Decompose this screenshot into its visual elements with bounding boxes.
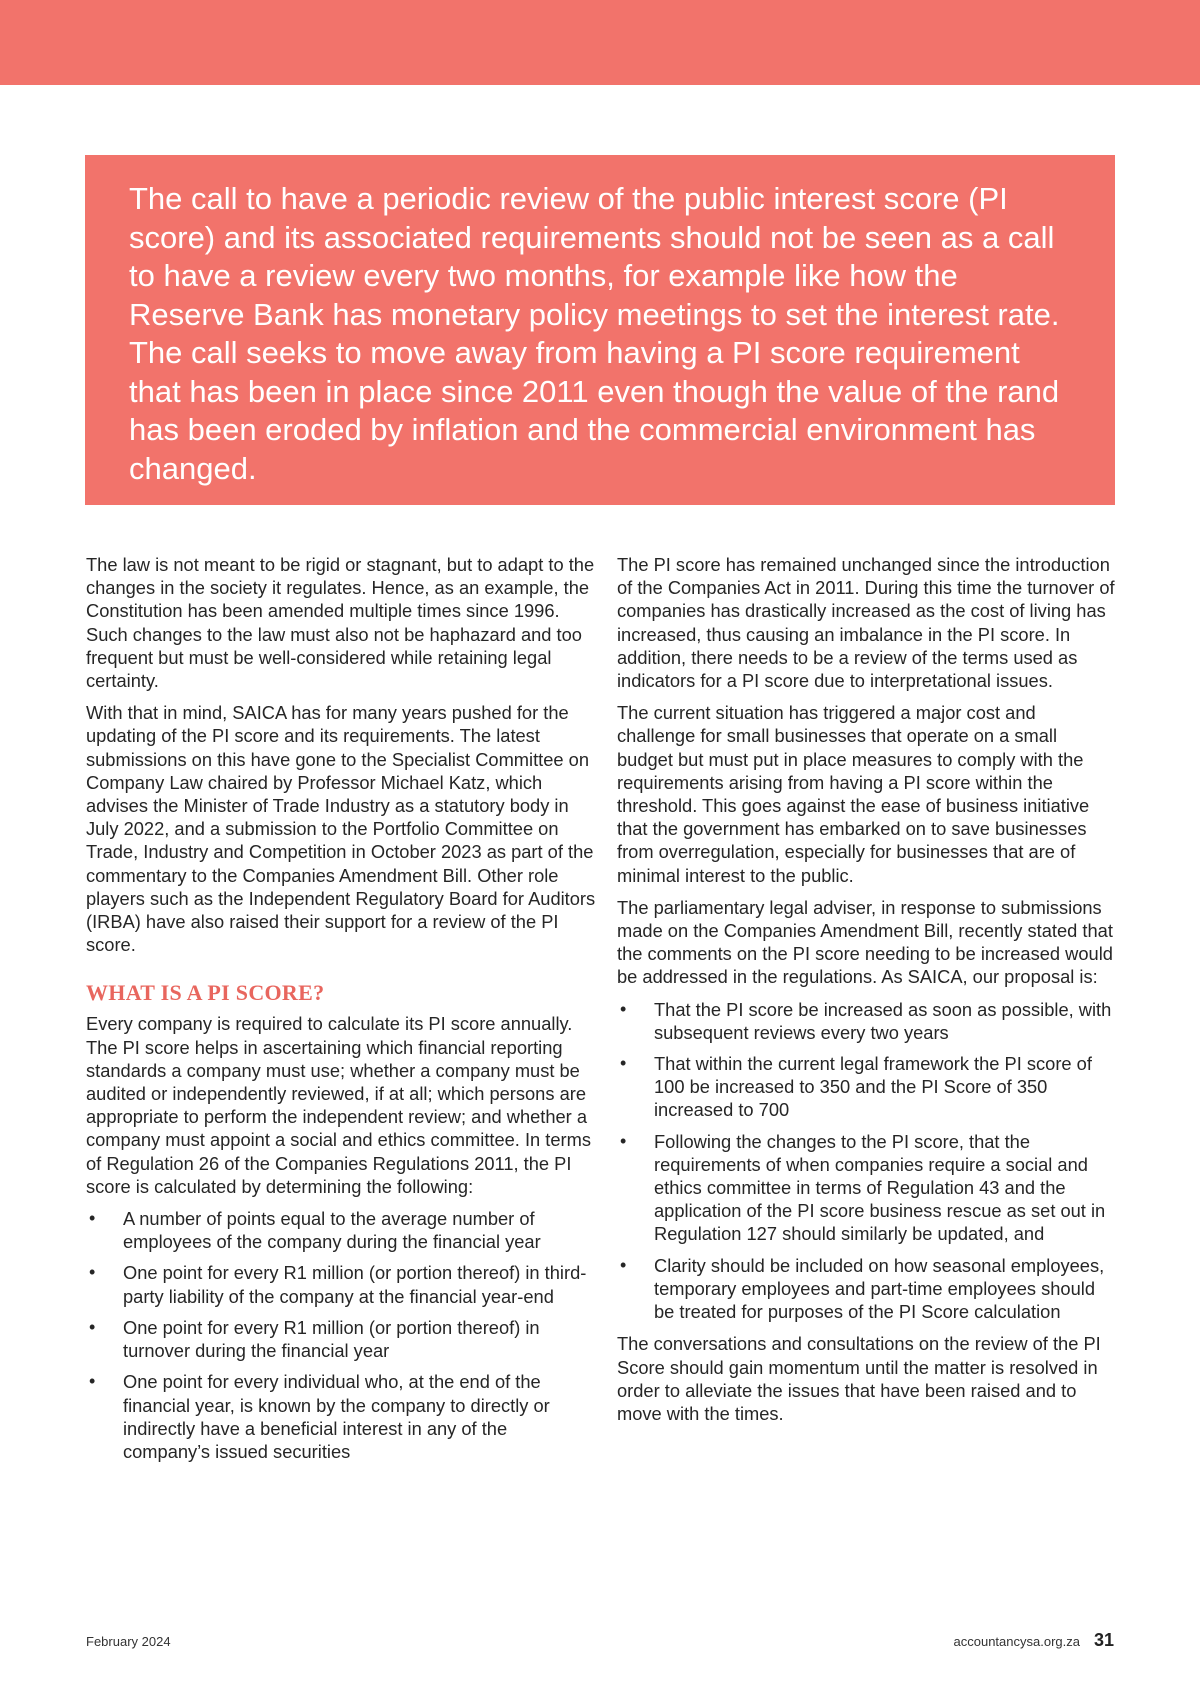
list-item: • One point for every R1 million (or portion thereof) in third-party liability of the company at the financial year-end	[86, 1261, 598, 1307]
top-color-band	[0, 0, 1200, 85]
body-paragraph: The current situation has triggered a major cost and challenge for small businesses that operate on a small budget but must put in place measures to comply with the requirements arising from having a PI score within the threshold. This goes against the ease of business initiative that the government has embarked on to save businesses from overregulation, especially for businesses that are of minimal interest to the public.	[617, 702, 1090, 886]
body-paragraph: The PI score has remained unchanged since the introduction of the Companies Act in 2011. During this time the turnover of companies has drastically increased as the cost of living has increased, thus causing an imbalance in the PI score. In addition, there needs to be a review of the terms used as indicators for a PI score due to interpretational issues.	[617, 554, 1115, 692]
list-item: • That the PI score be increased as soon as possible, with subsequent reviews every two years	[617, 998, 1117, 1044]
left-column	[86, 553, 598, 1472]
section-heading: WHAT IS A PI SCORE?	[86, 980, 325, 1006]
body-paragraph: The parliamentary legal adviser, in response to submissions made on the Companies Amendment Bill, recently stated that the comments on the PI score needing to be increased would be addressed in the regulations. As SAICA, our proposal is:	[617, 896, 1113, 988]
body-paragraph: The law is not meant to be rigid or stagnant, but to adapt to the changes in the society it regulates. Hence, as an example, the Constitution has been amended multiple times since 1996. Such changes to the law must also not be haphazard and too frequent but must be well-considered while retaining legal certainty.	[86, 554, 595, 692]
list-item: • Clarity should be included on how seasonal employees, temporary employees and part-time employees should be treated for purposes of the PI Score calculation	[617, 1254, 1117, 1324]
pull-quote-text: The call to have a periodic review of the public interest score (PI score) and its associated requirements should not be seen as a call to have a review every two months, for example like how the Reserve Bank has monetary policy meetings to set the interest rate. The call seeks to move away from having a PI score requirement that has been in place since 2011 even though the value of the rand has been eroded by inflation and the commercial environment has changed.	[129, 181, 1060, 486]
bullet-list	[86, 1207, 598, 1463]
list-item: • Following the changes to the PI score, that the requirements of when companies require a social and ethics committee in terms of Regulation 43 and the application of the PI score business rescue as set out in Regulation 127 should similarly be updated, and	[617, 1130, 1117, 1246]
page-number: 31	[1093, 1630, 1114, 1650]
right-column	[617, 553, 1117, 1434]
list-item: • A number of points equal to the average number of employees of the company during the financial year	[86, 1207, 598, 1253]
footer-date: February 2024	[86, 1634, 171, 1649]
list-item: • That within the current legal framework the PI score of 100 be increased to 350 and the PI Score of 350 increased to 700	[617, 1052, 1117, 1122]
list-item: • One point for every R1 million (or portion thereof) in turnover during the financial year	[86, 1316, 598, 1362]
list-item: • One point for every individual who, at the end of the financial year, is known by the company to directly or indirectly have a beneficial interest in any of the company’s issued securities	[86, 1370, 598, 1463]
pull-quote-box	[85, 155, 1115, 505]
body-paragraph: With that in mind, SAICA has for many years pushed for the updating of the PI score and its requirements. The latest submissions on this have gone to the Specialist Committee on Company Law chaired by Professor Michael Katz, which advises the Minister of Trade Industry as a statutory body in July 2022, and a submission to the Portfolio Committee on Trade, Industry and Competition in October 2023 as part of the commentary to the Companies Amendment Bill. Other role players such as the Independent Regulatory Board for Auditors (IRBA) have also raised their support for a review of the PI score.	[86, 702, 596, 956]
closing-paragraph: The conversations and consultations on the review of the PI Score should gain momentum until the matter is resolved in order to alleviate the issues that have been raised and to move with the times.	[617, 1333, 1101, 1424]
footer-website: accountancysa.org.za	[953, 1634, 1080, 1649]
footer-right	[954, 1630, 1115, 1651]
body-paragraph: Every company is required to calculate its PI score annually. The PI score helps in ascertaining which financial reporting standards a company must use; whether a company must be audited or independently reviewed, if at all; which persons are appropriate to perform the independent review; and whether a company must appoint a social and ethics committee. In terms of Regulation 26 of the Companies Regulations 2011, the PI score is calculated by determining the following:	[86, 1013, 591, 1197]
bullet-list	[617, 998, 1117, 1324]
